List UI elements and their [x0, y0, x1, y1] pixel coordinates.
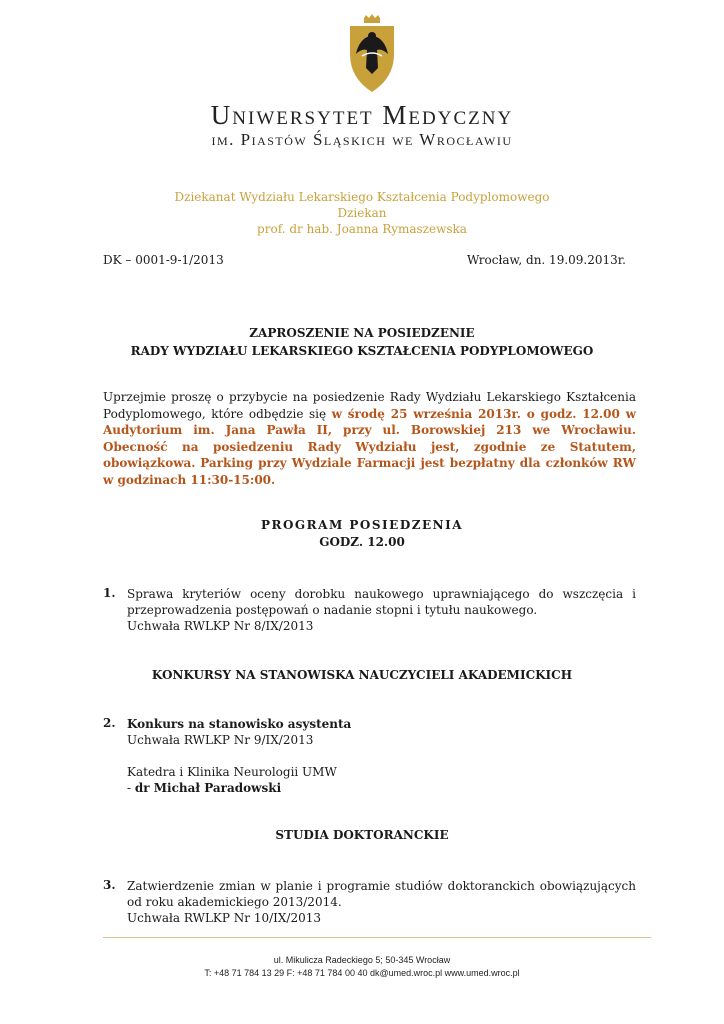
- candidate-name: dr Michał Paradowski: [134, 781, 282, 795]
- agenda-item: [127, 878, 636, 926]
- document-reference: DK – 0001-9-1/2013: [103, 253, 224, 267]
- invitation-paragraph: [103, 389, 636, 488]
- agenda-item-resolution: Uchwała RWLKP Nr 9/IX/2013: [127, 733, 314, 747]
- footer-address: ul. Mikulicza Radeckiego 5; 50-345 Wrocław: [273, 955, 451, 965]
- list-dash: -: [127, 781, 135, 795]
- footer-contact: T: +48 71 784 13 29 F: +48 71 784 00 40 dk@umed.wroc.pl www.umed.wroc.pl: [204, 968, 520, 978]
- university-crest-eagle-icon: [344, 14, 400, 94]
- invitation-text: Uprzejmie proszę o przybycie na posiedzenie Rady Wydziału Lekarskiego Kształcenia Podyplomowego, które odbędzie się: [103, 390, 636, 421]
- agenda-item-title: Konkurs na stanowisko asystenta: [127, 717, 352, 731]
- program-time: GODZ. 12.00: [319, 535, 405, 549]
- item-number: 1.: [103, 586, 116, 600]
- heading-line2: RADY WYDZIAŁU LEKARSKIEGO KSZTAŁCENIA PODYPLOMOWEGO: [130, 344, 594, 358]
- dean-title: Dziekan: [337, 206, 387, 220]
- agenda-item-resolution: Uchwała RWLKP Nr 8/IX/2013: [127, 619, 314, 633]
- university-subtitle: im. Piastów Śląskich we Wrocławiu: [211, 130, 513, 149]
- item-number: 3.: [103, 878, 116, 892]
- parking-note: Parking przy Wydziale Farmacji jest bezpłatny dla członków RW w godzinach 11:30-15:00.: [103, 456, 636, 487]
- invitation-date-location: w środę 25 września 2013r. o godz. 12.00 w Audytorium im. Jana Pawła II, przy ul. Borowskiej 213 we Wrocławiu.: [103, 406, 636, 437]
- agenda-item-resolution: Uchwała RWLKP Nr 10/IX/2013: [127, 911, 322, 925]
- agenda-item: [127, 716, 636, 796]
- dean-name: prof. dr hab. Joanna Rymaszewska: [257, 222, 467, 236]
- section-heading: KONKURSY NA STANOWISKA NAUCZYCIELI AKADEMICKICH: [151, 668, 573, 682]
- agenda-item-text: Sprawa kryteriów oceny dorobku naukowego uprawniającego do wszczęcia i przeprowadzenia postępowań o nadanie stopni i tytułu naukowego.: [127, 587, 636, 617]
- item-number: 2.: [103, 716, 116, 730]
- dean-office-name: Dziekanat Wydziału Lekarskiego Kształcenia Podyplomowego: [174, 190, 550, 204]
- department-name: Katedra i Klinika Neurologii UMW: [127, 765, 337, 779]
- agenda-item-text: Zatwierdzenie zmian w planie i programie studiów doktoranckich obowiązujących od roku akademickiego 2013/2014.: [127, 879, 636, 909]
- attendance-note: Obecność na posiedzeniu Rady Wydziału jest, zgodnie ze Statutem, obowiązkowa.: [103, 439, 636, 470]
- agenda-item: [127, 586, 636, 634]
- section-heading: STUDIA DOKTORANCKIE: [275, 828, 449, 842]
- place-date: Wrocław, dn. 19.09.2013r.: [467, 253, 626, 267]
- heading-line1: ZAPROSZENIE NA POSIEDZENIE: [249, 326, 475, 340]
- university-name: Uniwersytet Medyczny: [210, 100, 514, 130]
- program-title: PROGRAM POSIEDZENIA: [260, 518, 464, 532]
- footer-divider: [103, 937, 651, 938]
